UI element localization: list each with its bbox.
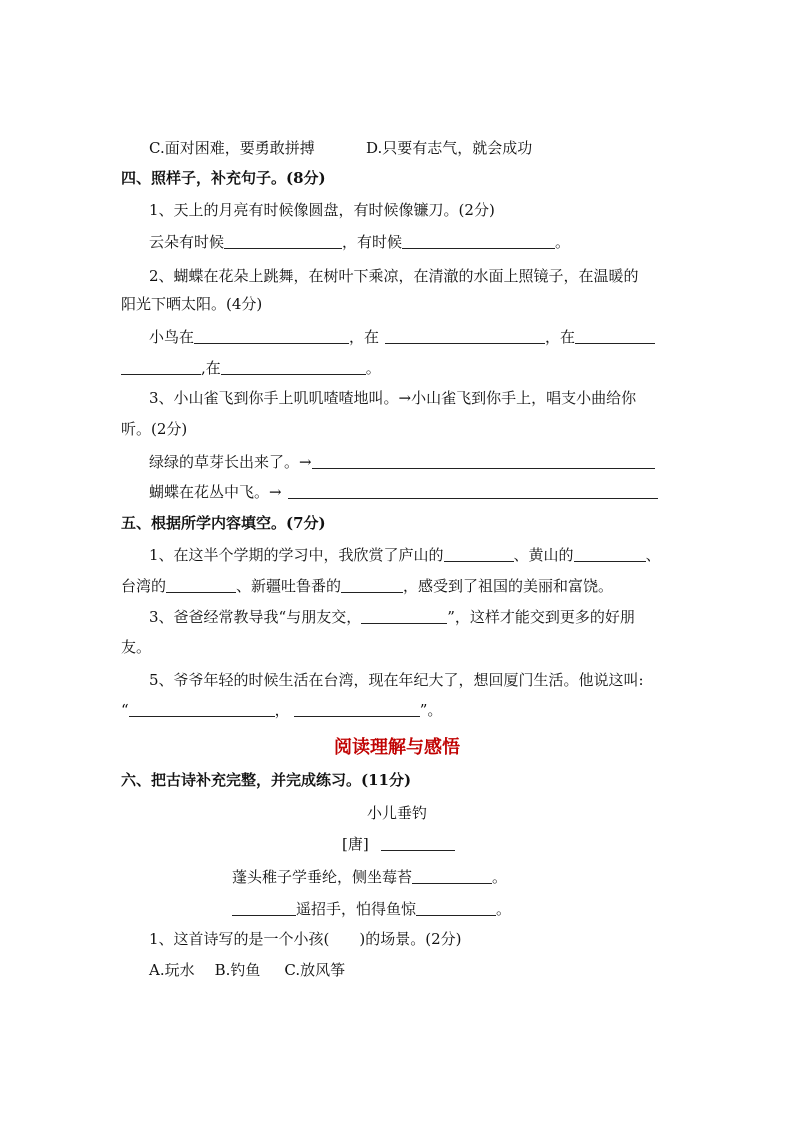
q5-item-1-line2 — [121, 576, 613, 596]
poem-line1-text: 蓬头稚子学垂纶，侧坐莓苔 — [232, 868, 413, 886]
q4-item-3-line2: 听。(2分) — [121, 420, 188, 438]
section-title: 阅读理解与感悟 — [334, 737, 460, 758]
poem-line-2 — [232, 899, 511, 919]
blank[interactable] — [121, 360, 201, 375]
q4-item-3-answer-1 — [149, 452, 655, 472]
blank[interactable] — [224, 234, 342, 249]
q4-item3-text-a: 绿绿的草芽长出来了。→ — [149, 453, 312, 471]
option-c: C.面对困难，要勇敢拼搏 — [149, 139, 315, 157]
q5-item-5-line1: 5、爷爷年轻的时候生活在台湾，现在年纪大了，想回厦门生活。他说这叫: — [149, 671, 644, 689]
poem-author-line — [342, 834, 455, 854]
blank[interactable] — [288, 484, 658, 499]
q4-item-1-answer — [149, 232, 570, 252]
q5-item1-text-a: 1、在这半个学期的学习中，我欣赏了庐山的 — [149, 546, 444, 564]
q4-item-2-line1: 2、蝴蝶在花朵上跳舞，在树叶下乘凉，在清澈的水面上照镜子，在温暖的 — [149, 267, 639, 285]
q5-item5-text-c: ”。 — [419, 701, 443, 719]
q5-item5-text-b: ， — [274, 701, 290, 719]
q5-item3-text-b: ”，这样才能交到更多的好朋 — [447, 608, 635, 626]
q4-item1-text-b: ，有时候 — [342, 233, 403, 251]
question-5-heading: 五、根据所学内容填空。(7分) — [121, 514, 326, 532]
blank[interactable] — [412, 869, 492, 884]
q5-item-1-line1 — [149, 545, 661, 565]
q5-item-3-line2: 友。 — [121, 638, 152, 656]
q4-item3-text-b: 蝴蝶在花丛中飞。→ — [149, 483, 282, 501]
option-c[interactable]: C.放风筝 — [284, 961, 346, 979]
blank[interactable] — [221, 360, 366, 375]
q4-item1-text-c: 。 — [555, 233, 571, 251]
q4-item2-text-a: 小鸟在 — [149, 328, 195, 346]
q4-item-1: 1、天上的月亮有时候像圆盘，有时候像镰刀。(2分) — [149, 201, 495, 219]
blank[interactable] — [312, 454, 655, 469]
q5-item5-text-a: “ — [121, 701, 129, 719]
q4-item-2-answer-line2 — [121, 358, 381, 378]
blank[interactable] — [129, 702, 275, 717]
question-6-heading: 六、把古诗补充完整，并完成练习。(11分) — [121, 771, 412, 789]
blank[interactable] — [294, 702, 420, 717]
q4-item2-text-e: 。 — [365, 359, 381, 377]
q4-item2-text-c: ，在 — [545, 328, 576, 346]
poem-line-1 — [232, 867, 507, 887]
poem-title: 小儿垂钓 — [366, 804, 427, 822]
q5-item3-text-a: 3、爸爸经常教导我“与朋友交， — [149, 608, 362, 626]
question-4-heading: 四、照样子，补充句子。(8分) — [121, 169, 326, 187]
q4-item-2-line2: 阳光下晒太阳。(4分) — [121, 295, 263, 313]
q4-item2-text-b: ，在 — [349, 328, 380, 346]
poem-dynasty: [唐] — [342, 835, 369, 853]
q4-item-3-line1: 3、小山雀飞到你手上叽叽喳喳地叫。→小山雀飞到你手上，唱支小曲给你 — [149, 389, 637, 407]
q5-item1-text-b: 、黄山的 — [513, 546, 574, 564]
q5-item-5-answer — [121, 700, 442, 720]
poem-line2-text: 遥招手，怕得鱼惊 — [296, 900, 417, 918]
q5-item1-text-c: 、 — [645, 546, 661, 564]
blank[interactable] — [402, 234, 555, 249]
blank[interactable] — [361, 609, 447, 624]
option-a[interactable]: A.玩水 — [149, 961, 195, 979]
q6-options — [149, 960, 345, 980]
blank[interactable] — [341, 578, 403, 593]
poem-line2-end: 。 — [496, 900, 512, 918]
q5-item1-text-d: 台湾的 — [121, 577, 167, 595]
blank[interactable] — [444, 547, 514, 562]
blank[interactable] — [381, 836, 455, 851]
q5-item1-text-e: 、新疆吐鲁番的 — [236, 577, 342, 595]
blank[interactable] — [166, 578, 236, 593]
option-d: D.只要有志气，就会成功 — [366, 139, 533, 157]
blank[interactable] — [385, 329, 545, 344]
q4-item-2-answer-line1 — [149, 327, 655, 347]
blank[interactable] — [194, 329, 349, 344]
q6-item-1: 1、这首诗写的是一个小孩( )的场景。(2分) — [149, 930, 462, 948]
q4-item1-text-a: 云朵有时候 — [149, 233, 225, 251]
q5-item-3-line1 — [149, 607, 635, 627]
blank[interactable] — [575, 329, 655, 344]
blank[interactable] — [416, 901, 496, 916]
q4-item-3-answer-2 — [149, 482, 658, 502]
option-b[interactable]: B.钓鱼 — [214, 961, 261, 979]
q4-item2-text-d: ,在 — [201, 359, 221, 377]
blank[interactable] — [232, 901, 296, 916]
poem-line1-end: 。 — [492, 868, 508, 886]
blank[interactable] — [574, 547, 646, 562]
q5-item1-text-f: ，感受到了祖国的美丽和富饶。 — [403, 577, 614, 595]
